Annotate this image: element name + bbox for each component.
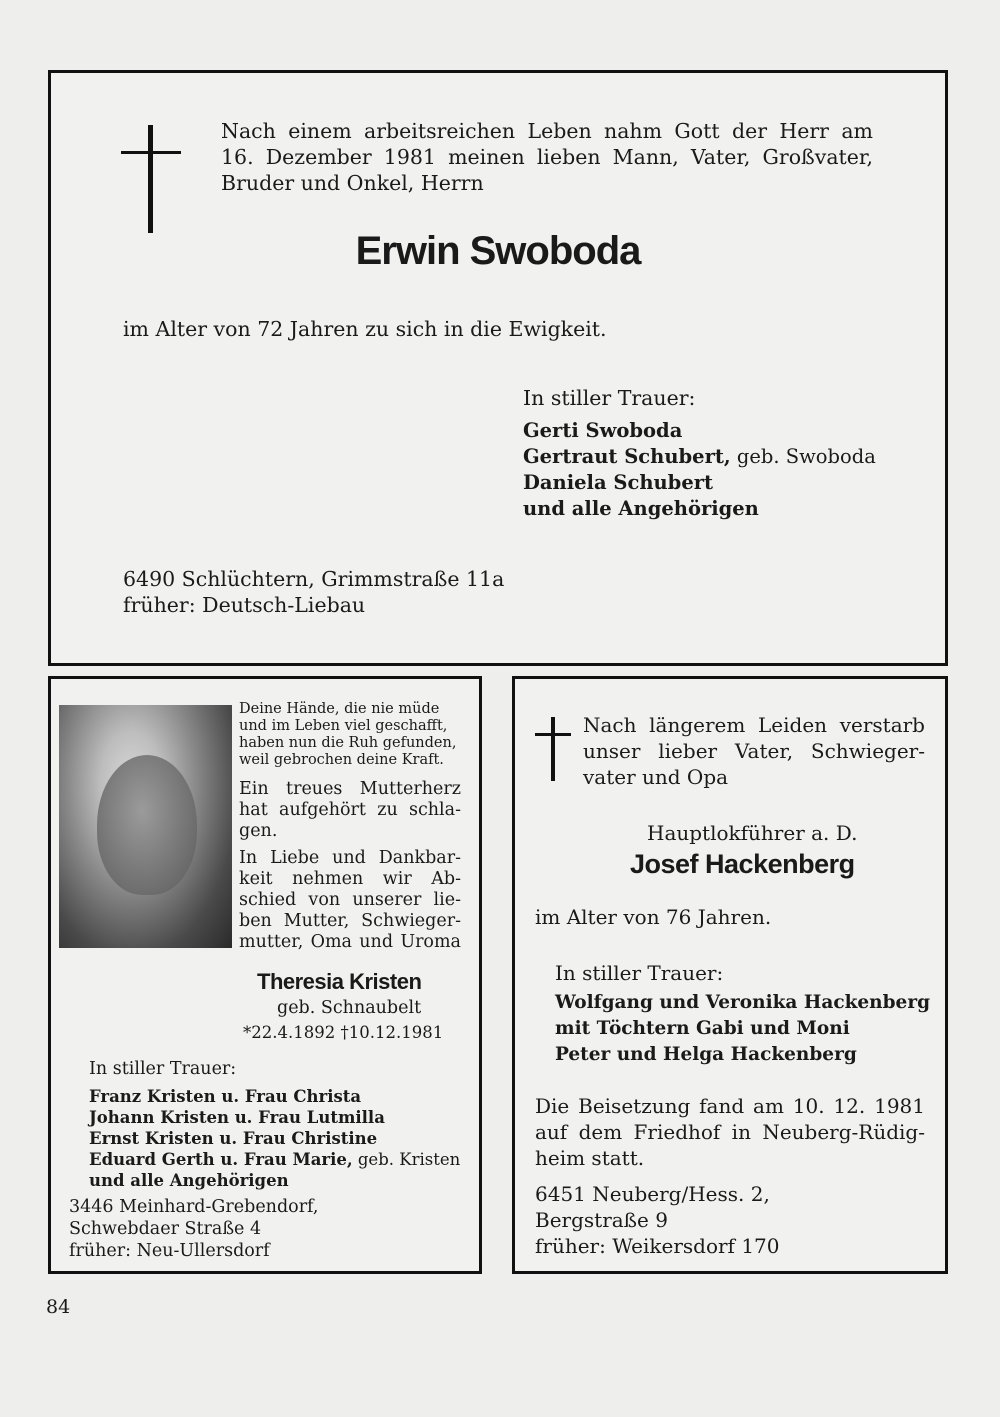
mourner: Daniela Schubert bbox=[523, 471, 714, 494]
mourner: mit Töchtern Gabi und Moni bbox=[555, 1018, 850, 1039]
intro-line: Nach längerem Leiden verstarb bbox=[583, 713, 925, 737]
intro-line: 16. Dezember 1981 meinen lieben Mann, Vater, Großvater, bbox=[221, 145, 873, 169]
life-dates: *22.4.1892 †10.12.1981 bbox=[243, 1023, 444, 1042]
mourning-label: In stiller Trauer: bbox=[555, 961, 724, 985]
page-number: 84 bbox=[46, 1296, 71, 1318]
address: Bergstraße 9 bbox=[535, 1208, 668, 1232]
mourner: und alle Angehörigen bbox=[523, 497, 759, 520]
burial-line: Die Beisetzung fand am 10. 12. 1981 bbox=[535, 1094, 925, 1118]
mourner: Wolfgang und Veronika Hackenberg bbox=[555, 992, 931, 1013]
mourning-label: In stiller Trauer: bbox=[89, 1059, 237, 1079]
notice-theresia-kristen bbox=[48, 676, 482, 1274]
mourning-label: In stiller Trauer: bbox=[523, 386, 696, 410]
deceased-name: Josef Hackenberg bbox=[630, 849, 855, 879]
poem-line: weil gebrochen deine Kraft. bbox=[239, 752, 444, 768]
text-line: In Liebe und Dankbar- bbox=[239, 848, 461, 868]
text-line: keit nehmen wir Ab- bbox=[239, 869, 461, 889]
notice-erwin-swoboda bbox=[48, 70, 948, 666]
mourner: Gertraut Schubert, geb. Swoboda bbox=[523, 445, 876, 468]
age-line: im Alter von 76 Jahren. bbox=[535, 905, 772, 929]
intro-line: Bruder und Onkel, Herrn bbox=[221, 171, 484, 195]
age-line: im Alter von 72 Jahren zu sich in die Ewigkeit. bbox=[123, 317, 607, 341]
poem-line: und im Leben viel geschafft, bbox=[239, 718, 448, 734]
address: früher: Weikersdorf 170 bbox=[535, 1234, 780, 1258]
address: 6490 Schlüchtern, Grimmstraße 11a bbox=[123, 567, 505, 591]
text-line: ben Mutter, Schwieger- bbox=[239, 911, 461, 931]
address: früher: Neu-Ullersdorf bbox=[69, 1241, 270, 1261]
deceased-name: Erwin Swoboda bbox=[355, 229, 641, 273]
mourner: und alle Angehörigen bbox=[89, 1171, 289, 1190]
intro-line: unser lieber Vater, Schwieger- bbox=[583, 739, 925, 763]
address: früher: Deutsch-Liebau bbox=[123, 593, 366, 617]
burial-line: heim statt. bbox=[535, 1146, 645, 1170]
maiden-name: geb. Schnaubelt bbox=[277, 998, 422, 1018]
text-line: schied von unserer lie- bbox=[239, 890, 461, 910]
notice-josef-hackenberg bbox=[512, 676, 948, 1274]
mourner: Peter und Helga Hackenberg bbox=[555, 1044, 857, 1065]
poem-line: Deine Hände, die nie müde bbox=[239, 701, 440, 717]
address: 3446 Meinhard-Grebendorf, bbox=[69, 1197, 319, 1217]
mourner: Eduard Gerth u. Frau Marie, geb. Kristen bbox=[89, 1150, 461, 1169]
text-line: Ein treues Mutterherz bbox=[239, 779, 461, 799]
intro-line: vater und Opa bbox=[583, 765, 729, 789]
burial-line: auf dem Friedhof in Neuberg-Rüdig- bbox=[535, 1120, 925, 1144]
cross-icon bbox=[121, 125, 181, 233]
text-line: gen. bbox=[239, 821, 278, 841]
mourner: Gerti Swoboda bbox=[523, 419, 683, 442]
poem-line: haben nun die Ruh gefunden, bbox=[239, 735, 457, 751]
mourner: Ernst Kristen u. Frau Christine bbox=[89, 1129, 378, 1148]
mourner: Johann Kristen u. Frau Lutmilla bbox=[89, 1108, 385, 1127]
portrait-photo bbox=[59, 705, 232, 948]
title-line: Hauptlokführer a. D. bbox=[647, 821, 858, 845]
intro-line: Nach einem arbeitsreichen Leben nahm Gott der Herr am bbox=[221, 119, 873, 143]
text-line: hat aufgehört zu schla- bbox=[239, 800, 461, 820]
address: 6451 Neuberg/Hess. 2, bbox=[535, 1182, 770, 1206]
text-line: mutter, Oma und Uroma bbox=[239, 932, 461, 952]
mourner: Franz Kristen u. Frau Christa bbox=[89, 1087, 362, 1106]
address: Schwebdaer Straße 4 bbox=[69, 1219, 262, 1239]
deceased-name: Theresia Kristen bbox=[257, 969, 422, 994]
cross-icon bbox=[535, 717, 571, 781]
